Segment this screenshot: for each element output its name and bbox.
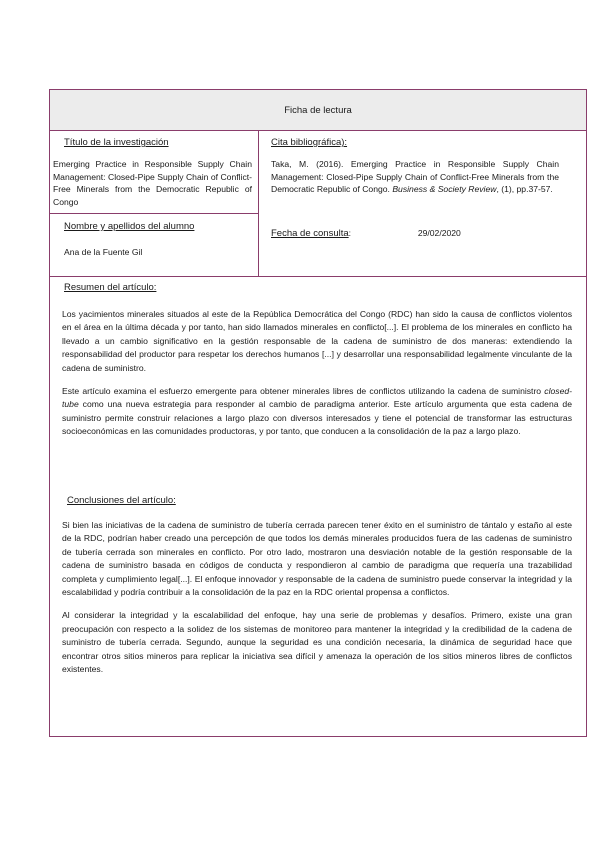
column-divider [258,130,259,276]
consult-date-label: Fecha de consulta [271,228,349,239]
summary-paragraph: Este artículo examina el esfuerzo emergente para obtener minerales libres de conflictos utilizando la cadena de suministro closed-tube como una nueva estrategia para responder al cambio de paradigma anterior. Este artículo argumenta que esta cadena de suministro permite construir relaciones a largo plazo con diversos interesados y tiene el potencial de transformar las estructuras socioeconómicas en las comunidades productoras, y por tanto, que conducen a la consolidación de la paz a largo plazo. [62,386,572,437]
divider [50,130,586,131]
consult-date-value: 29/02/2020 [417,228,461,238]
student-name: Ana de la Fuente Gil [64,247,143,257]
conclusions-body [62,519,572,686]
research-title-text: Emerging Practice in Responsible Supply Chain Management: Closed-Pipe Supply Chain of Conflict-Free Minerals from the Democratic Republic of Congo [53,159,252,207]
summary-paragraph: Los yacimientos minerales situados al este de la República Democrática del Congo (RDC) han sido la causa de conflictos violentos en el área en la última década y por tanto, han sido llamados minerales en conflicto[...]. El problema de los minerales en conflicto ha llevado a un cambio significativo en la gestión responsable de la cadena de suministro de dos maneras: extendiendo la responsabilidad del productor para respetar los derechos humanos [...] y desarrollar una responsabilidad legalmente vinculante de la cadena de suministro. [62,309,572,373]
summary-body [62,308,572,449]
research-title-label: Título de la investigación [64,137,169,148]
student-label: Nombre y apellidos del alumno [64,221,195,232]
consult-date: Fecha de consulta: 29/02/2020 [271,228,461,239]
citation-label: Cita bibliográfica): [271,137,348,148]
sheet-title: Ficha de lectura [284,104,352,116]
sheet-header [50,90,586,130]
conclusions-paragraph: Al considerar la integridad y la escalabilidad del enfoque, hay una serie de problemas y desafíos. Primero, existe una gran preocupación con respecto a la solidez de los sistemas de monitoreo para mantener la integridad y la credibilidad de la cadena de suministro de tubería cerrada. Segundo, aunque la seguridad es una condición necesaria, la dinámica de seguridad hace que encontrar otros sitios mineros para replicar la iniciativa sea difícil y amenaza la operación de los sitios mineros libres de conflictos existentes. [62,610,572,675]
citation-journal: Business & Society Review [392,184,497,195]
reading-sheet-frame [49,89,587,737]
divider [50,276,586,277]
conclusions-paragraph: Si bien las iniciativas de la cadena de suministro de tubería cerrada parecen tener éxito en el suministro de tántalo y estaño al este de la RDC, podrían haber creado una percepción de que todos los demás minerales producidos fuera de las cadenas de suministro de tubería cerrada son minerales en conflicto. Por otro lado, mostraron una desviación notable de la gestión responsable de la cadena de suministro basada en códigos de conducta y respondieron al cambio de paradigma que requería una trazabilidad completa y cumplimiento legal[...]. El enfoque innovador y responsable de la cadena de suministro puede conservar la integridad y la escalabilidad y podría contribuir a la consolidación de la paz en la RDC oriental propensa a conflictos. [62,520,572,598]
conclusions-label: Conclusiones del artículo: [67,495,176,506]
divider [50,213,258,214]
summary-label: Resumen del artículo: [64,282,157,293]
citation-text: Taka, M. (2016). Emerging Practice in Responsible Supply Chain Management: Closed-Pipe Supply Chain of Conflict-Free Minerals from the Democratic Republic of Congo. Business & Society Review, (1), pp.37-57. [271,159,559,195]
